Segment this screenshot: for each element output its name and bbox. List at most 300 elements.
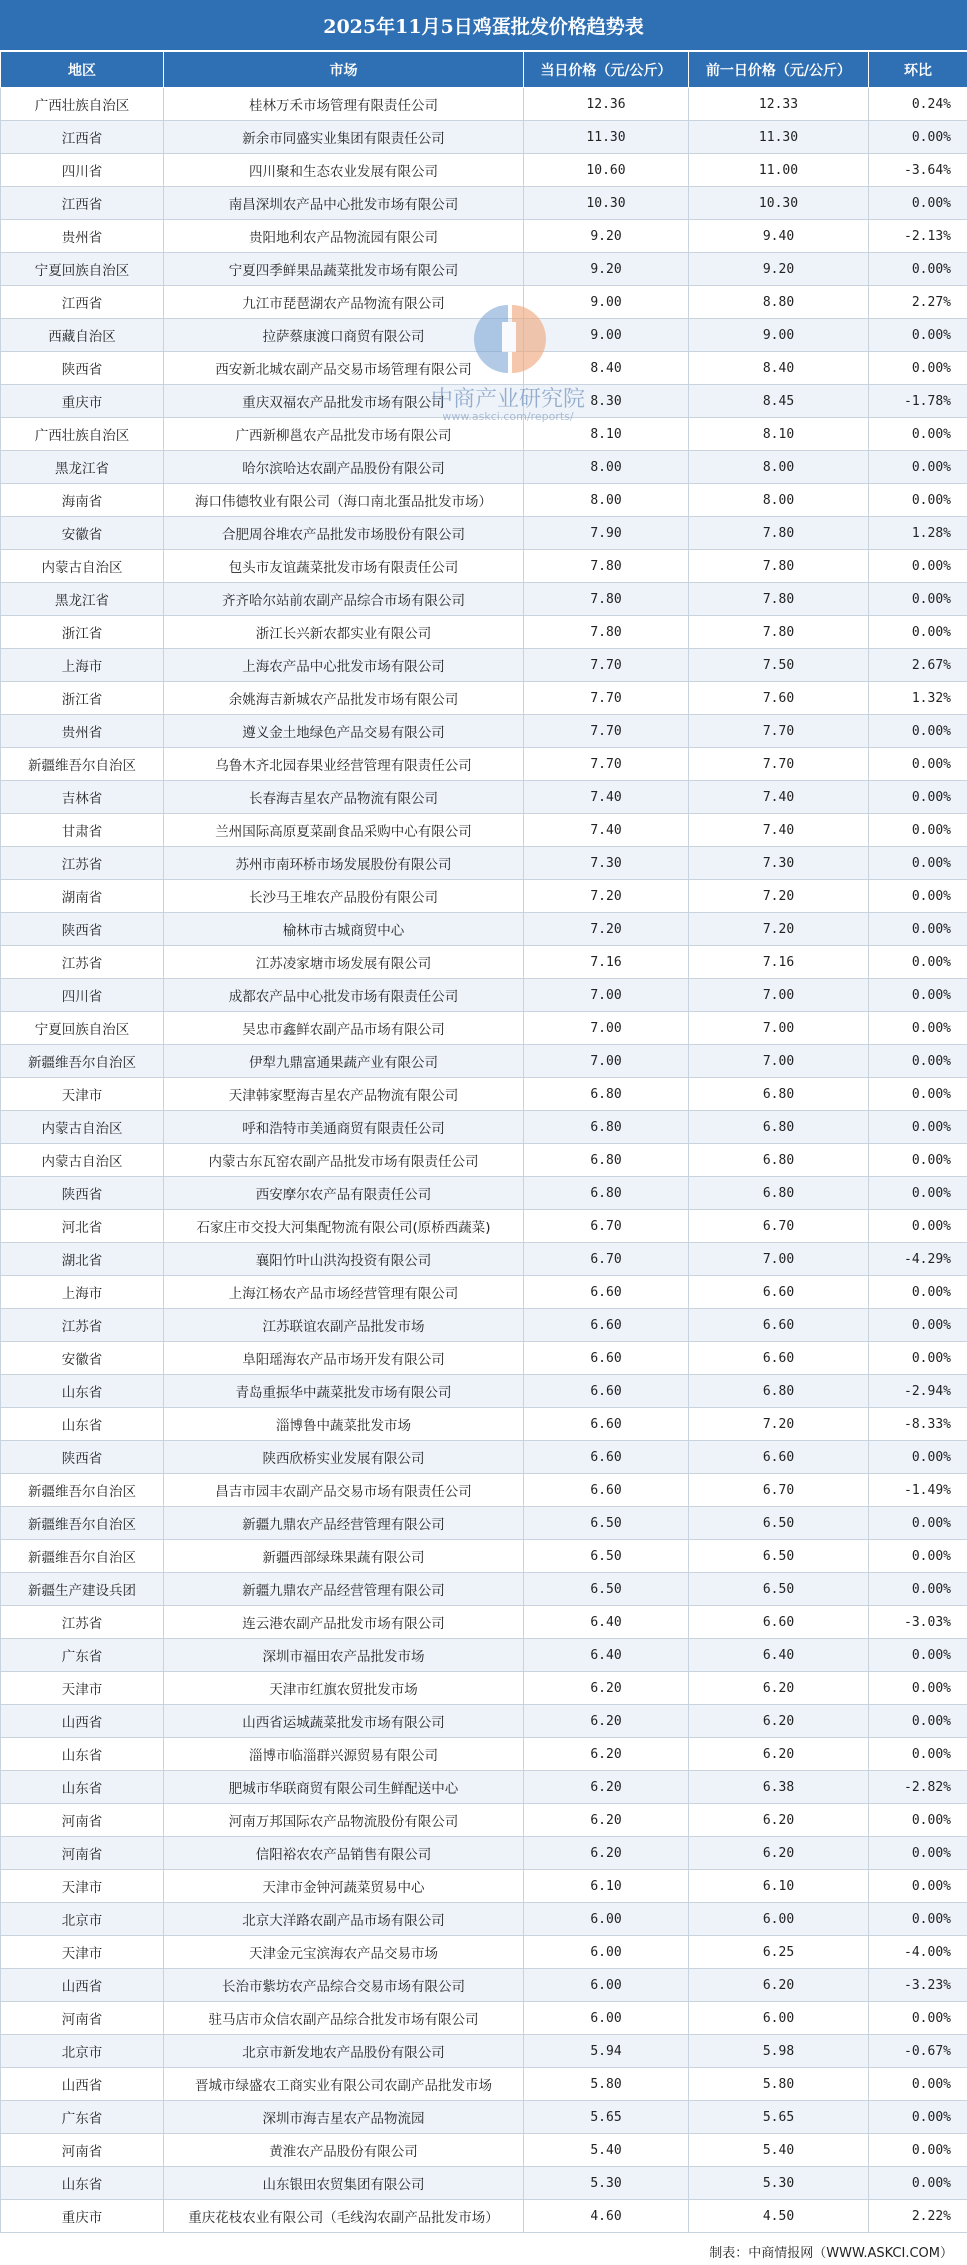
cell-prev-price: 7.20 bbox=[689, 913, 869, 946]
cell-prev-price: 8.10 bbox=[689, 418, 869, 451]
cell-change: 0.00% bbox=[869, 1903, 967, 1936]
table-row bbox=[1, 1012, 967, 1045]
cell-market: 昌吉市园丰农副产品交易市场有限责任公司 bbox=[164, 1474, 524, 1507]
cell-prev-price: 8.00 bbox=[689, 451, 869, 484]
cell-today-price: 6.80 bbox=[524, 1177, 689, 1210]
cell-region: 广西壮族自治区 bbox=[1, 418, 164, 451]
cell-region: 新疆维吾尔自治区 bbox=[1, 1540, 164, 1573]
cell-region: 江西省 bbox=[1, 121, 164, 154]
cell-prev-price: 7.16 bbox=[689, 946, 869, 979]
cell-today-price: 7.30 bbox=[524, 847, 689, 880]
table-row bbox=[1, 847, 967, 880]
cell-today-price: 5.80 bbox=[524, 2068, 689, 2101]
table-row bbox=[1, 1573, 967, 1606]
table-row bbox=[1, 616, 967, 649]
cell-market: 天津韩家墅海吉星农产品物流有限公司 bbox=[164, 1078, 524, 1111]
cell-today-price: 7.80 bbox=[524, 616, 689, 649]
cell-change: 1.32% bbox=[869, 682, 967, 715]
cell-change: 0.00% bbox=[869, 319, 967, 352]
cell-region: 江苏省 bbox=[1, 946, 164, 979]
table-body bbox=[1, 88, 967, 2233]
cell-prev-price: 6.70 bbox=[689, 1474, 869, 1507]
cell-today-price: 9.00 bbox=[524, 286, 689, 319]
cell-change: 0.00% bbox=[869, 781, 967, 814]
cell-prev-price: 6.50 bbox=[689, 1507, 869, 1540]
cell-market: 广西新柳邕农产品批发市场有限公司 bbox=[164, 418, 524, 451]
cell-market: 合肥周谷堆农产品批发市场股份有限公司 bbox=[164, 517, 524, 550]
cell-prev-price: 6.60 bbox=[689, 1606, 869, 1639]
table-row bbox=[1, 2068, 967, 2101]
watermark-name: 中商产业研究院 bbox=[430, 387, 585, 412]
table-row bbox=[1, 814, 967, 847]
cell-change: -3.03% bbox=[869, 1606, 967, 1639]
cell-today-price: 4.60 bbox=[524, 2200, 689, 2233]
table-row bbox=[1, 1606, 967, 1639]
cell-prev-price: 11.30 bbox=[689, 121, 869, 154]
cell-change: 0.00% bbox=[869, 1804, 967, 1837]
cell-today-price: 7.70 bbox=[524, 715, 689, 748]
cell-today-price: 6.20 bbox=[524, 1771, 689, 1804]
table-row bbox=[1, 1507, 967, 1540]
cell-today-price: 5.65 bbox=[524, 2101, 689, 2134]
cell-region: 陕西省 bbox=[1, 1177, 164, 1210]
table-row bbox=[1, 1639, 967, 1672]
cell-prev-price: 7.00 bbox=[689, 1012, 869, 1045]
cell-region: 新疆维吾尔自治区 bbox=[1, 1474, 164, 1507]
cell-change: 0.00% bbox=[869, 418, 967, 451]
header-row bbox=[1, 52, 967, 88]
cell-market: 长春海吉星农产品物流有限公司 bbox=[164, 781, 524, 814]
cell-prev-price: 6.80 bbox=[689, 1375, 869, 1408]
cell-change: 0.00% bbox=[869, 1078, 967, 1111]
cell-change: 0.00% bbox=[869, 616, 967, 649]
cell-today-price: 5.94 bbox=[524, 2035, 689, 2068]
header-prev-price: 前一日价格（元/公斤） bbox=[689, 52, 869, 88]
cell-market: 连云港农副产品批发市场有限公司 bbox=[164, 1606, 524, 1639]
cell-market: 新余市同盛实业集团有限责任公司 bbox=[164, 121, 524, 154]
cell-market: 天津市金钟河蔬菜贸易中心 bbox=[164, 1870, 524, 1903]
cell-prev-price: 7.40 bbox=[689, 814, 869, 847]
cell-region: 内蒙古自治区 bbox=[1, 1144, 164, 1177]
cell-today-price: 8.40 bbox=[524, 352, 689, 385]
header-region: 地区 bbox=[1, 52, 164, 88]
cell-today-price: 6.40 bbox=[524, 1606, 689, 1639]
header-change: 环比 bbox=[869, 52, 967, 88]
cell-prev-price: 9.40 bbox=[689, 220, 869, 253]
cell-prev-price: 6.80 bbox=[689, 1144, 869, 1177]
cell-change: 0.00% bbox=[869, 913, 967, 946]
table-row bbox=[1, 1837, 967, 1870]
cell-region: 山东省 bbox=[1, 1408, 164, 1441]
cell-change: 0.00% bbox=[869, 1870, 967, 1903]
cell-market: 天津市红旗农贸批发市场 bbox=[164, 1672, 524, 1705]
table-row bbox=[1, 1111, 967, 1144]
cell-today-price: 7.90 bbox=[524, 517, 689, 550]
cell-today-price: 10.60 bbox=[524, 154, 689, 187]
cell-change: 0.00% bbox=[869, 1639, 967, 1672]
cell-market: 遵义金土地绿色产品交易有限公司 bbox=[164, 715, 524, 748]
cell-market: 信阳裕农农产品销售有限公司 bbox=[164, 1837, 524, 1870]
cell-today-price: 6.60 bbox=[524, 1408, 689, 1441]
cell-today-price: 6.20 bbox=[524, 1837, 689, 1870]
cell-today-price: 6.60 bbox=[524, 1276, 689, 1309]
cell-change: 0.00% bbox=[869, 1144, 967, 1177]
cell-region: 陕西省 bbox=[1, 913, 164, 946]
cell-prev-price: 6.80 bbox=[689, 1111, 869, 1144]
cell-market: 上海农产品中心批发市场有限公司 bbox=[164, 649, 524, 682]
cell-region: 贵州省 bbox=[1, 715, 164, 748]
table-row bbox=[1, 550, 967, 583]
cell-prev-price: 7.50 bbox=[689, 649, 869, 682]
table-row bbox=[1, 2002, 967, 2035]
cell-prev-price: 6.60 bbox=[689, 1342, 869, 1375]
cell-market: 海口伟德牧业有限公司（海口南北蛋品批发市场） bbox=[164, 484, 524, 517]
cell-market: 新疆西部绿珠果蔬有限公司 bbox=[164, 1540, 524, 1573]
cell-today-price: 11.30 bbox=[524, 121, 689, 154]
cell-today-price: 5.30 bbox=[524, 2167, 689, 2200]
cell-change: 0.00% bbox=[869, 847, 967, 880]
cell-change: 0.00% bbox=[869, 2101, 967, 2134]
table-row bbox=[1, 880, 967, 913]
cell-market: 黄淮农产品股份有限公司 bbox=[164, 2134, 524, 2167]
cell-prev-price: 11.00 bbox=[689, 154, 869, 187]
cell-market: 桂林万禾市场管理有限责任公司 bbox=[164, 88, 524, 121]
cell-prev-price: 6.70 bbox=[689, 1210, 869, 1243]
cell-today-price: 6.00 bbox=[524, 1903, 689, 1936]
cell-prev-price: 8.40 bbox=[689, 352, 869, 385]
cell-change: 0.00% bbox=[869, 451, 967, 484]
cell-market: 包头市友谊蔬菜批发市场有限责任公司 bbox=[164, 550, 524, 583]
cell-market: 重庆花枝农业有限公司（毛线沟农副产品批发市场） bbox=[164, 2200, 524, 2233]
table-row bbox=[1, 1540, 967, 1573]
cell-region: 广东省 bbox=[1, 1639, 164, 1672]
cell-today-price: 6.60 bbox=[524, 1375, 689, 1408]
cell-market: 余姚海吉新城农产品批发市场有限公司 bbox=[164, 682, 524, 715]
cell-prev-price: 6.10 bbox=[689, 1870, 869, 1903]
cell-change: 0.00% bbox=[869, 2167, 967, 2200]
header-today-price: 当日价格（元/公斤） bbox=[524, 52, 689, 88]
cell-prev-price: 7.80 bbox=[689, 517, 869, 550]
table-row bbox=[1, 1210, 967, 1243]
cell-today-price: 7.70 bbox=[524, 649, 689, 682]
cell-region: 江西省 bbox=[1, 187, 164, 220]
cell-region: 天津市 bbox=[1, 1672, 164, 1705]
cell-prev-price: 5.80 bbox=[689, 2068, 869, 2101]
cell-change: 0.00% bbox=[869, 2134, 967, 2167]
cell-today-price: 7.40 bbox=[524, 814, 689, 847]
table-row bbox=[1, 781, 967, 814]
cell-today-price: 9.00 bbox=[524, 319, 689, 352]
cell-region: 宁夏回族自治区 bbox=[1, 253, 164, 286]
cell-today-price: 6.60 bbox=[524, 1474, 689, 1507]
cell-today-price: 6.60 bbox=[524, 1309, 689, 1342]
cell-region: 内蒙古自治区 bbox=[1, 1111, 164, 1144]
cell-change: -4.29% bbox=[869, 1243, 967, 1276]
cell-change: 0.00% bbox=[869, 1540, 967, 1573]
header-market: 市场 bbox=[164, 52, 524, 88]
cell-today-price: 7.20 bbox=[524, 913, 689, 946]
table-row bbox=[1, 1078, 967, 1111]
table-row bbox=[1, 979, 967, 1012]
table-row bbox=[1, 1672, 967, 1705]
cell-region: 天津市 bbox=[1, 1936, 164, 1969]
cell-prev-price: 7.80 bbox=[689, 616, 869, 649]
table-row bbox=[1, 1144, 967, 1177]
cell-prev-price: 7.20 bbox=[689, 1408, 869, 1441]
table-row bbox=[1, 484, 967, 517]
cell-prev-price: 6.80 bbox=[689, 1078, 869, 1111]
cell-prev-price: 7.80 bbox=[689, 583, 869, 616]
cell-prev-price: 6.20 bbox=[689, 1804, 869, 1837]
cell-region: 海南省 bbox=[1, 484, 164, 517]
table-row bbox=[1, 154, 967, 187]
cell-prev-price: 7.00 bbox=[689, 1045, 869, 1078]
cell-region: 河南省 bbox=[1, 1837, 164, 1870]
cell-change: 0.00% bbox=[869, 1210, 967, 1243]
cell-market: 兰州国际高原夏菜副食品采购中心有限公司 bbox=[164, 814, 524, 847]
cell-region: 天津市 bbox=[1, 1870, 164, 1903]
cell-market: 西安新北城农副产品交易市场管理有限公司 bbox=[164, 352, 524, 385]
cell-region: 河北省 bbox=[1, 1210, 164, 1243]
table-row bbox=[1, 748, 967, 781]
cell-region: 上海市 bbox=[1, 1276, 164, 1309]
cell-today-price: 7.00 bbox=[524, 979, 689, 1012]
cell-today-price: 8.00 bbox=[524, 484, 689, 517]
cell-change: 0.00% bbox=[869, 1441, 967, 1474]
cell-today-price: 6.80 bbox=[524, 1078, 689, 1111]
cell-change: 0.00% bbox=[869, 1837, 967, 1870]
cell-region: 湖北省 bbox=[1, 1243, 164, 1276]
cell-change: 0.00% bbox=[869, 1573, 967, 1606]
cell-today-price: 7.70 bbox=[524, 682, 689, 715]
cell-market: 重庆双福农产品批发市场有限公司 bbox=[164, 385, 524, 418]
cell-market: 吴忠市鑫鲜农副产品市场有限公司 bbox=[164, 1012, 524, 1045]
table-row bbox=[1, 1441, 967, 1474]
cell-market: 深圳市福田农产品批发市场 bbox=[164, 1639, 524, 1672]
cell-prev-price: 5.65 bbox=[689, 2101, 869, 2134]
cell-change: 0.00% bbox=[869, 1309, 967, 1342]
table-row bbox=[1, 1408, 967, 1441]
cell-today-price: 10.30 bbox=[524, 187, 689, 220]
cell-prev-price: 5.98 bbox=[689, 2035, 869, 2068]
table-row bbox=[1, 385, 967, 418]
table-row bbox=[1, 121, 967, 154]
cell-region: 河南省 bbox=[1, 2134, 164, 2167]
cell-region: 天津市 bbox=[1, 1078, 164, 1111]
cell-region: 山东省 bbox=[1, 1771, 164, 1804]
cell-market: 呼和浩特市美通商贸有限责任公司 bbox=[164, 1111, 524, 1144]
cell-prev-price: 7.30 bbox=[689, 847, 869, 880]
cell-today-price: 6.80 bbox=[524, 1111, 689, 1144]
cell-region: 广西壮族自治区 bbox=[1, 88, 164, 121]
cell-prev-price: 5.30 bbox=[689, 2167, 869, 2200]
cell-change: 0.00% bbox=[869, 880, 967, 913]
cell-market: 河南万邦国际农产品物流股份有限公司 bbox=[164, 1804, 524, 1837]
cell-market: 伊犁九鼎富通果蔬产业有限公司 bbox=[164, 1045, 524, 1078]
table-row bbox=[1, 1177, 967, 1210]
cell-market: 南昌深圳农产品中心批发市场有限公司 bbox=[164, 187, 524, 220]
egg-price-table bbox=[0, 51, 967, 2233]
cell-prev-price: 8.00 bbox=[689, 484, 869, 517]
cell-region: 重庆市 bbox=[1, 385, 164, 418]
cell-change: 0.00% bbox=[869, 715, 967, 748]
cell-prev-price: 6.20 bbox=[689, 1969, 869, 2002]
cell-prev-price: 7.40 bbox=[689, 781, 869, 814]
cell-market: 四川聚和生态农业发展有限公司 bbox=[164, 154, 524, 187]
cell-change: 0.00% bbox=[869, 1177, 967, 1210]
cell-region: 江西省 bbox=[1, 286, 164, 319]
cell-market: 陕西欣桥实业发展有限公司 bbox=[164, 1441, 524, 1474]
table-row bbox=[1, 2200, 967, 2233]
table-row bbox=[1, 1903, 967, 1936]
cell-market: 驻马店市众信农副产品综合批发市场有限公司 bbox=[164, 2002, 524, 2035]
cell-market: 长治市紫坊农产品综合交易市场有限公司 bbox=[164, 1969, 524, 2002]
cell-today-price: 6.00 bbox=[524, 1936, 689, 1969]
cell-change: -2.94% bbox=[869, 1375, 967, 1408]
cell-region: 上海市 bbox=[1, 649, 164, 682]
cell-market: 内蒙古东瓦窑农副产品批发市场有限责任公司 bbox=[164, 1144, 524, 1177]
cell-market: 苏州市南环桥市场发展股份有限公司 bbox=[164, 847, 524, 880]
cell-prev-price: 6.60 bbox=[689, 1276, 869, 1309]
cell-prev-price: 7.70 bbox=[689, 715, 869, 748]
cell-market: 长沙马王堆农产品股份有限公司 bbox=[164, 880, 524, 913]
cell-today-price: 6.50 bbox=[524, 1507, 689, 1540]
cell-region: 贵州省 bbox=[1, 220, 164, 253]
cell-market: 成都农产品中心批发市场有限责任公司 bbox=[164, 979, 524, 1012]
cell-region: 山西省 bbox=[1, 2068, 164, 2101]
cell-change: -2.82% bbox=[869, 1771, 967, 1804]
cell-prev-price: 6.80 bbox=[689, 1177, 869, 1210]
cell-change: 0.24% bbox=[869, 88, 967, 121]
cell-market: 北京大洋路农副产品市场有限公司 bbox=[164, 1903, 524, 1936]
cell-prev-price: 12.33 bbox=[689, 88, 869, 121]
cell-market: 上海江杨农产品市场经营管理有限公司 bbox=[164, 1276, 524, 1309]
cell-prev-price: 6.20 bbox=[689, 1705, 869, 1738]
cell-change: 0.00% bbox=[869, 2068, 967, 2101]
cell-today-price: 6.50 bbox=[524, 1540, 689, 1573]
cell-change: 0.00% bbox=[869, 979, 967, 1012]
cell-market: 襄阳竹叶山洪沟投资有限公司 bbox=[164, 1243, 524, 1276]
cell-region: 江苏省 bbox=[1, 847, 164, 880]
cell-region: 新疆生产建设兵团 bbox=[1, 1573, 164, 1606]
table-title: 2025年11月5日鸡蛋批发价格趋势表 bbox=[0, 0, 967, 50]
cell-market: 拉萨蔡康渡口商贸有限公司 bbox=[164, 319, 524, 352]
cell-today-price: 6.50 bbox=[524, 1573, 689, 1606]
cell-today-price: 6.10 bbox=[524, 1870, 689, 1903]
cell-today-price: 6.40 bbox=[524, 1639, 689, 1672]
cell-region: 吉林省 bbox=[1, 781, 164, 814]
cell-region: 江苏省 bbox=[1, 1606, 164, 1639]
cell-today-price: 6.60 bbox=[524, 1342, 689, 1375]
cell-market: 北京市新发地农产品股份有限公司 bbox=[164, 2035, 524, 2068]
cell-market: 哈尔滨哈达农副产品股份有限公司 bbox=[164, 451, 524, 484]
table-row bbox=[1, 187, 967, 220]
cell-market: 新疆九鼎农产品经营管理有限公司 bbox=[164, 1507, 524, 1540]
table-row bbox=[1, 1804, 967, 1837]
cell-change: 0.00% bbox=[869, 1507, 967, 1540]
cell-prev-price: 6.00 bbox=[689, 1903, 869, 1936]
cell-region: 四川省 bbox=[1, 979, 164, 1012]
cell-region: 湖南省 bbox=[1, 880, 164, 913]
cell-today-price: 9.20 bbox=[524, 253, 689, 286]
cell-prev-price: 8.45 bbox=[689, 385, 869, 418]
cell-change: 0.00% bbox=[869, 1672, 967, 1705]
cell-prev-price: 10.30 bbox=[689, 187, 869, 220]
cell-market: 青岛重振华中蔬菜批发市场有限公司 bbox=[164, 1375, 524, 1408]
cell-today-price: 6.00 bbox=[524, 2002, 689, 2035]
cell-prev-price: 9.20 bbox=[689, 253, 869, 286]
table-row bbox=[1, 418, 967, 451]
cell-prev-price: 6.38 bbox=[689, 1771, 869, 1804]
cell-prev-price: 7.20 bbox=[689, 880, 869, 913]
cell-change: 2.22% bbox=[869, 2200, 967, 2233]
cell-today-price: 7.00 bbox=[524, 1012, 689, 1045]
cell-region: 宁夏回族自治区 bbox=[1, 1012, 164, 1045]
cell-change: 0.00% bbox=[869, 2002, 967, 2035]
cell-market: 阜阳瑶海农产品市场开发有限公司 bbox=[164, 1342, 524, 1375]
cell-change: 0.00% bbox=[869, 1045, 967, 1078]
table-row bbox=[1, 2134, 967, 2167]
table-row bbox=[1, 88, 967, 121]
cell-today-price: 7.16 bbox=[524, 946, 689, 979]
cell-prev-price: 6.00 bbox=[689, 2002, 869, 2035]
cell-region: 山西省 bbox=[1, 1705, 164, 1738]
cell-today-price: 7.20 bbox=[524, 880, 689, 913]
cell-today-price: 12.36 bbox=[524, 88, 689, 121]
cell-region: 山东省 bbox=[1, 2167, 164, 2200]
cell-market: 贵阳地利农产品物流园有限公司 bbox=[164, 220, 524, 253]
cell-prev-price: 6.50 bbox=[689, 1573, 869, 1606]
cell-region: 黑龙江省 bbox=[1, 583, 164, 616]
cell-today-price: 8.30 bbox=[524, 385, 689, 418]
cell-today-price: 6.20 bbox=[524, 1672, 689, 1705]
cell-prev-price: 6.20 bbox=[689, 1672, 869, 1705]
cell-change: -1.49% bbox=[869, 1474, 967, 1507]
cell-change: -3.23% bbox=[869, 1969, 967, 2002]
cell-prev-price: 8.80 bbox=[689, 286, 869, 319]
cell-change: -2.13% bbox=[869, 220, 967, 253]
cell-today-price: 6.80 bbox=[524, 1144, 689, 1177]
cell-prev-price: 6.60 bbox=[689, 1441, 869, 1474]
cell-region: 重庆市 bbox=[1, 2200, 164, 2233]
table-row bbox=[1, 1243, 967, 1276]
cell-region: 新疆维吾尔自治区 bbox=[1, 1045, 164, 1078]
table-row bbox=[1, 253, 967, 286]
cell-market: 淄博市临淄群兴源贸易有限公司 bbox=[164, 1738, 524, 1771]
table-row bbox=[1, 1375, 967, 1408]
cell-market: 齐齐哈尔站前农副产品综合市场有限公司 bbox=[164, 583, 524, 616]
cell-change: 2.67% bbox=[869, 649, 967, 682]
cell-market: 宁夏四季鲜果品蔬菜批发市场有限公司 bbox=[164, 253, 524, 286]
table-row bbox=[1, 1045, 967, 1078]
cell-market: 江苏联谊农副产品批发市场 bbox=[164, 1309, 524, 1342]
cell-market: 西安摩尔农产品有限责任公司 bbox=[164, 1177, 524, 1210]
table-row bbox=[1, 913, 967, 946]
cell-region: 陕西省 bbox=[1, 1441, 164, 1474]
cell-region: 浙江省 bbox=[1, 616, 164, 649]
cell-change: 0.00% bbox=[869, 1012, 967, 1045]
cell-region: 山东省 bbox=[1, 1375, 164, 1408]
cell-region: 西藏自治区 bbox=[1, 319, 164, 352]
cell-region: 河南省 bbox=[1, 1804, 164, 1837]
cell-change: 0.00% bbox=[869, 121, 967, 154]
cell-region: 甘肃省 bbox=[1, 814, 164, 847]
cell-market: 浙江长兴新农都实业有限公司 bbox=[164, 616, 524, 649]
table-row bbox=[1, 352, 967, 385]
cell-region: 山西省 bbox=[1, 1969, 164, 2002]
table-row bbox=[1, 1309, 967, 1342]
cell-prev-price: 9.00 bbox=[689, 319, 869, 352]
